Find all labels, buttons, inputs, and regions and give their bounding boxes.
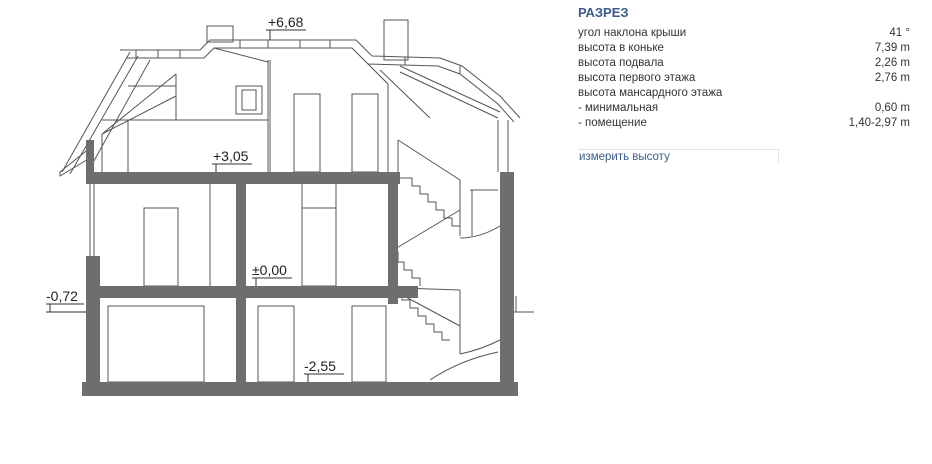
spec-label: высота первого этажа (578, 72, 696, 84)
spec-value (811, 86, 910, 101)
measure-height-box (578, 149, 779, 163)
spec-value: 41 ° (889, 27, 910, 39)
spec-row (578, 86, 910, 101)
spec-row (578, 56, 910, 71)
spec-row (578, 26, 910, 41)
level-ridge: +6,68 (268, 14, 304, 30)
spec-label: - помещение (578, 117, 647, 129)
section-title: РАЗРЕЗ (578, 5, 629, 20)
spec-value: 0,60 m (874, 102, 910, 114)
level-basement: -2,55 (304, 358, 336, 374)
spec-label: высота мансардного этажа (578, 87, 723, 99)
spec-value: 7,39 m (874, 42, 910, 54)
spec-label: угол наклона крыши (578, 27, 687, 39)
spec-value: 2,26 m (874, 57, 910, 69)
spec-value: 2,76 m (874, 72, 910, 84)
spec-label: - минимальная (578, 102, 659, 114)
spec-row (578, 101, 910, 116)
section-specs-table (578, 26, 910, 131)
spec-row (578, 116, 910, 131)
spec-label: высота подвала (578, 57, 664, 69)
spec-row (578, 41, 910, 56)
spec-row (578, 71, 910, 86)
measure-height-link[interactable]: измерить высоту (579, 151, 670, 163)
section-info-panel (578, 0, 910, 163)
level-attic-floor: +3,05 (213, 148, 249, 164)
level-ground-floor: ±0,00 (252, 262, 287, 278)
spec-label: высота в коньке (578, 42, 664, 54)
level-terrain: -0,72 (46, 288, 78, 304)
spec-value: 1,40-2,97 m (848, 117, 910, 129)
